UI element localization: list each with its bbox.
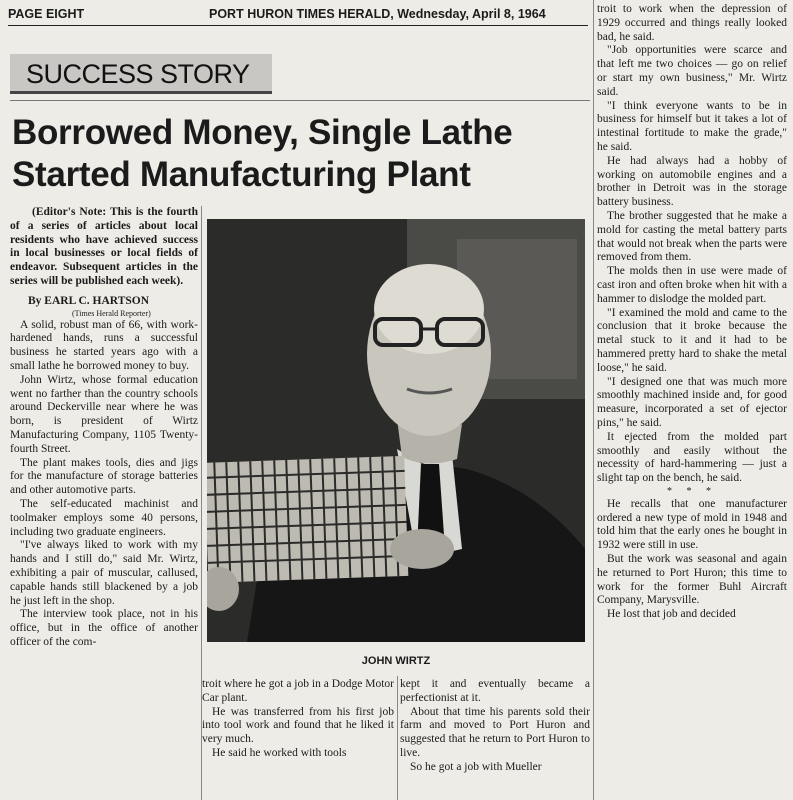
- paragraph: The molds then in use were made of cast iron and often broke when hit with a hammer to dislodge the molded part.: [597, 265, 787, 305]
- paragraph: "I think everyone wants to be in business for himself but it takes a lot of intestinal fortitude to make the grade," he said.: [597, 99, 787, 153]
- portrait-photo: [207, 219, 585, 642]
- paragraph: He recalls that one manufacturer ordered a new type of mold in 1948 and told him that the early ones he bought in 1932 were still in use.: [597, 497, 787, 552]
- paragraph: "I examined the mold and came to the conclusion that it broke because the metal stuck to it and it had to be hammered pretty hard to shake the metal loose," he said.: [597, 306, 787, 374]
- headline-line-2: Started Manufacturing Plant: [12, 155, 471, 194]
- column-3: [400, 678, 590, 775]
- paragraph: troit where he got a job in a Dodge Motor Car plant.: [202, 678, 394, 704]
- paragraph: So he got a job with Mueller: [410, 760, 542, 773]
- paragraph: The plant makes tools, dies and jigs for the manufacture of storage batteries and other automotive parts.: [10, 456, 198, 497]
- editor-note: (Editor's Note: This is the fourth of a series of articles about local residents who have achieved success in local businesses or local fields of endeavor. Subsequent articles in the series will be published each week).: [10, 206, 198, 287]
- paragraph: The self-educated machinist and toolmaker employs some 40 persons, including two graduate engineers.: [10, 497, 198, 538]
- column-4: [597, 3, 787, 622]
- headline-line-1: Borrowed Money, Single Lathe: [12, 113, 513, 152]
- paragraph: A solid, robust man of 66, with work-hardened hands, runs a successful business he started years ago with a small lathe he borrowed money to buy.: [10, 318, 198, 372]
- kicker-label: SUCCESS STORY: [10, 54, 272, 94]
- byline-title: (Times Herald Reporter): [72, 308, 151, 318]
- divider: [10, 100, 590, 101]
- column-divider: [593, 0, 594, 800]
- byline: By EARL C. HARTSON: [28, 294, 150, 307]
- paragraph: The interview took place, not in his office, but in the office of another officer of the com-: [10, 608, 198, 648]
- column-2: [202, 678, 394, 761]
- paragraph: He had always had a hobby of working on automobile engines and a brother in Detroit was in the storage battery business.: [597, 154, 787, 209]
- headline: [12, 112, 590, 196]
- paragraph: He lost that job and decided: [607, 608, 736, 621]
- column-divider: [201, 206, 202, 800]
- page-number: PAGE EIGHT: [8, 7, 85, 21]
- paragraph: But the work was seasonal and again he returned to Port Huron; this time to work for the former Buhl Aircraft Company, Marysville.: [597, 553, 787, 607]
- paragraph: John Wirtz, whose formal education went no farther than the country schools around Deckerville near where he was born, is president of Wirtz Manufacturing Company, 1105 Twenty-fourth Street.: [10, 373, 198, 455]
- paragraph: About that time his parents sold their farm and moved to Port Huron and suggested that he return to Port Huron to live.: [400, 705, 590, 759]
- masthead: [8, 3, 588, 26]
- section-break: * * *: [667, 485, 717, 497]
- paragraph: kept it and eventually became a perfectionist at it.: [400, 678, 590, 704]
- photo-image: [207, 219, 585, 642]
- paragraph: He was transferred from his first job into tool work and found that he liked it very much.: [202, 705, 394, 746]
- newspaper-dateline: PORT HURON TIMES HERALD, Wednesday, April 8, 1964: [209, 7, 546, 21]
- column-1: [10, 206, 198, 650]
- paragraph: "Job opportunities were scarce and that left me two choices — go on relief or start my own business," Mr. Wirtz said.: [597, 44, 787, 98]
- paragraph: "I've always liked to work with my hands and I still do," said Mr. Wirtz, exhibiting a pair of muscular, callused, capable hands still blackened by a job he just left in the shop.: [10, 539, 198, 607]
- paragraph: "I designed one that was much more smoothly machined inside and, for good measure, incorporated a set of ejector pins," he said.: [597, 375, 787, 429]
- paragraph: He said he worked with tools: [212, 746, 347, 759]
- paragraph: troit to work when the depression of 1929 occurred and things really looked bad, he said.: [597, 3, 787, 43]
- photo-caption: JOHN WIRTZ: [361, 655, 431, 667]
- paragraph: It ejected from the molded part smoothly and easily without the necessity of hard-hammering — just a slight tap on the bench, he said.: [597, 430, 787, 485]
- paragraph: The brother suggested that he make a mold for casting the metal battery parts that would not break when the parts were removed from them.: [597, 209, 788, 264]
- column-divider: [397, 676, 398, 800]
